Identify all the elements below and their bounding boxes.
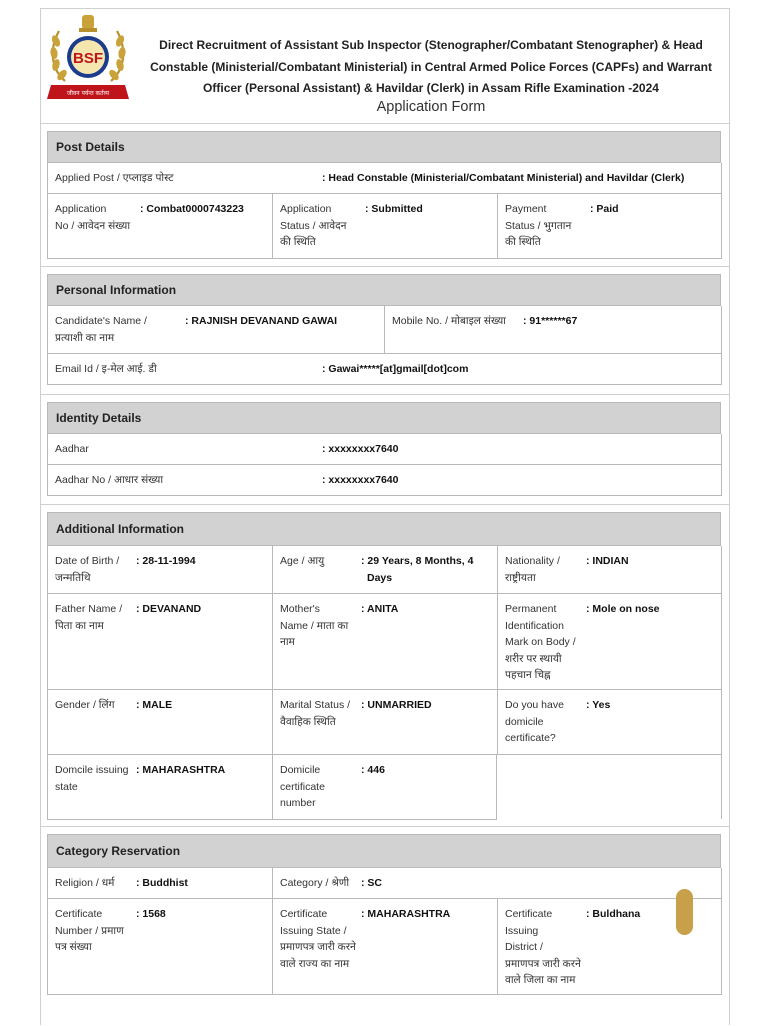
nationality-label: Nationality /	[505, 555, 560, 567]
section-heading: Identity Details	[47, 402, 721, 434]
certificate-district-label: Certificate	[505, 908, 553, 920]
domicile-certificate-label: Domicile	[280, 764, 321, 776]
mother-name-label: Mother's	[280, 603, 320, 615]
domicile-question-value: : Yes	[586, 699, 611, 711]
application-status-value: : Submitted	[365, 203, 423, 215]
father-name-label: Father Name /	[55, 603, 123, 615]
section-heading: Category Reservation	[47, 834, 721, 868]
section-heading: Additional Information	[47, 512, 721, 546]
row-name-mobile: Candidate's Name / प्रत्याशी का नाम : RAJNISH DEVANAND GAWAI Mobile No. / मोबाइल संख्या : 91******67	[47, 306, 722, 354]
domicile-state-value: : MAHARASHTRA	[136, 764, 226, 776]
dob-value: : 28-11-1994	[136, 555, 196, 567]
religion-value: : Buddhist	[136, 877, 188, 889]
svg-text:BSF: BSF	[73, 50, 103, 67]
aadhar-value: : xxxxxxxx7640	[322, 443, 399, 455]
identification-mark-label: Permanent	[505, 603, 557, 615]
category-value: : SC	[361, 877, 382, 889]
form-subtitle: Application Form	[376, 99, 486, 115]
form-header	[41, 9, 729, 124]
applied-post-value: : Head Constable (Ministerial/Combatant Ministerial) and Havildar (Clerk)	[322, 172, 685, 184]
row-dob-age-nationality: Date of Birth / जन्मतिथि : 28-11-1994 Age / आयु : 29 Years, 8 Months, 4 Days Nationality / राष्ट्रीयता : INDIAN	[47, 546, 722, 594]
certificate-number-label: Certificate	[55, 908, 103, 920]
gender-value: : MALE	[136, 699, 173, 711]
row-domicile-details: Domcile issuing state : MAHARASHTRA Domicile certificate number : 446	[47, 755, 497, 819]
dob-label: Date of Birth /	[55, 555, 120, 567]
payment-status-label: Payment	[505, 203, 547, 215]
exam-title: Direct Recruitment of Assistant Sub Inspector (Stenographer/Combatant Stenographer) & Head Constable (Ministerial/Combatant Ministerial) in Central Armed Police Forces (CAPFs) and Warrant Officer (Personal Assistant) & Havildar (Clerk) in Assam Rifle Examination -2024	[150, 38, 712, 95]
domicile-question-label: Do you have	[505, 699, 564, 711]
row-parents-mark: Father Name / पिता का नाम : DEVANAND Mother's Name / माता का नाम : ANITA Permanent Identification Mark on Body / शरीर पर स्थायी पहचान चिह्न : Mole on nose	[47, 594, 722, 690]
candidate-name-value: : RAJNISH DEVANAND GAWAI	[185, 315, 338, 327]
domicile-certificate-value: : 446	[361, 764, 385, 776]
email-value: : Gawai*****[at]gmail[dot]com	[322, 363, 469, 375]
certificate-state-value: : MAHARASHTRA	[361, 908, 451, 920]
section-post-details	[41, 123, 729, 269]
bsf-logo-icon	[43, 11, 133, 103]
row-aadhar	[47, 434, 722, 465]
father-name-value: : DEVANAND	[136, 603, 202, 615]
row-certificate-details: Certificate Number / प्रमाण पत्र संख्या : 1568 Certificate Issuing State / प्रमाणपत्र जारी करने वाले राज्य का नाम : MAHARASHTRA Certificate Issuing District / प्रमाणपत्र जारी करने वाले जिला का नाम : Buldhana	[47, 899, 722, 995]
application-no-value: : Combat0000743223	[140, 203, 244, 215]
gender-label: Gender / लिंग	[55, 699, 115, 711]
mobile-label: Mobile No. / मोबाइल संख्या	[392, 315, 506, 327]
marital-status-value: : UNMARRIED	[361, 699, 432, 711]
aadhar-label: Aadhar	[55, 443, 89, 455]
aadhar-no-value: : xxxxxxxx7640	[322, 474, 399, 486]
row-application-status: Application No / आवेदन संख्या : Combat0000743223 Application Status / आवेदन की स्थिति : Submitted Payment Status / भुगतान की स्थिति : Paid	[47, 194, 722, 259]
identification-mark-value: : Mole on nose	[586, 603, 660, 615]
age-value: : 29 Years, 8 Months, 4	[361, 555, 474, 567]
section-identity-details	[41, 394, 729, 505]
category-label: Category / श्रेणी	[280, 877, 350, 889]
row-aadhar-no	[47, 465, 722, 496]
divider	[47, 819, 497, 820]
certificate-state-label: Certificate	[280, 908, 328, 920]
section-personal-information	[41, 266, 729, 400]
section-heading: Personal Information	[47, 274, 721, 306]
candidate-name-label: Candidate's Name /	[55, 315, 147, 327]
email-label: Email Id / इ-मेल आई. डी	[55, 363, 157, 375]
row-gender-marital-domicile: Gender / लिंग : MALE Marital Status / वैवाहिक स्थिति : UNMARRIED Do you have domicile certificate? : Yes	[47, 690, 722, 755]
certificate-district-value: : Buldhana	[586, 908, 641, 920]
svg-text:जीवन पर्यन्त कर्तव्य: जीवन पर्यन्त कर्तव्य	[66, 90, 110, 97]
application-no-label: Application	[55, 203, 107, 215]
applied-post-label: Applied Post / एप्लाइड पोस्ट	[55, 172, 174, 184]
divider	[721, 755, 722, 819]
row-email	[47, 354, 722, 385]
payment-status-value: : Paid	[590, 203, 619, 215]
religion-label: Religion / धर्म	[55, 877, 115, 889]
aadhar-no-label: Aadhar No / आधार संख्या	[55, 474, 164, 486]
marital-status-label: Marital Status /	[280, 699, 351, 711]
row-religion-category	[47, 868, 722, 899]
age-label: Age / आयु	[280, 555, 325, 567]
domicile-state-label: Domcile issuing	[55, 764, 129, 776]
section-additional-information	[41, 504, 729, 835]
section-category-reservation	[41, 826, 729, 1026]
application-form-page	[40, 8, 730, 1025]
section-heading: Post Details	[47, 131, 721, 163]
row-applied-post	[47, 163, 722, 194]
mother-name-value: : ANITA	[361, 603, 399, 615]
certificate-number-value: : 1568	[136, 908, 166, 920]
nationality-value: : INDIAN	[586, 555, 629, 567]
mobile-value: : 91******67	[523, 315, 578, 327]
scrollbar-thumb[interactable]	[676, 889, 693, 935]
application-status-label: Application	[280, 203, 332, 215]
